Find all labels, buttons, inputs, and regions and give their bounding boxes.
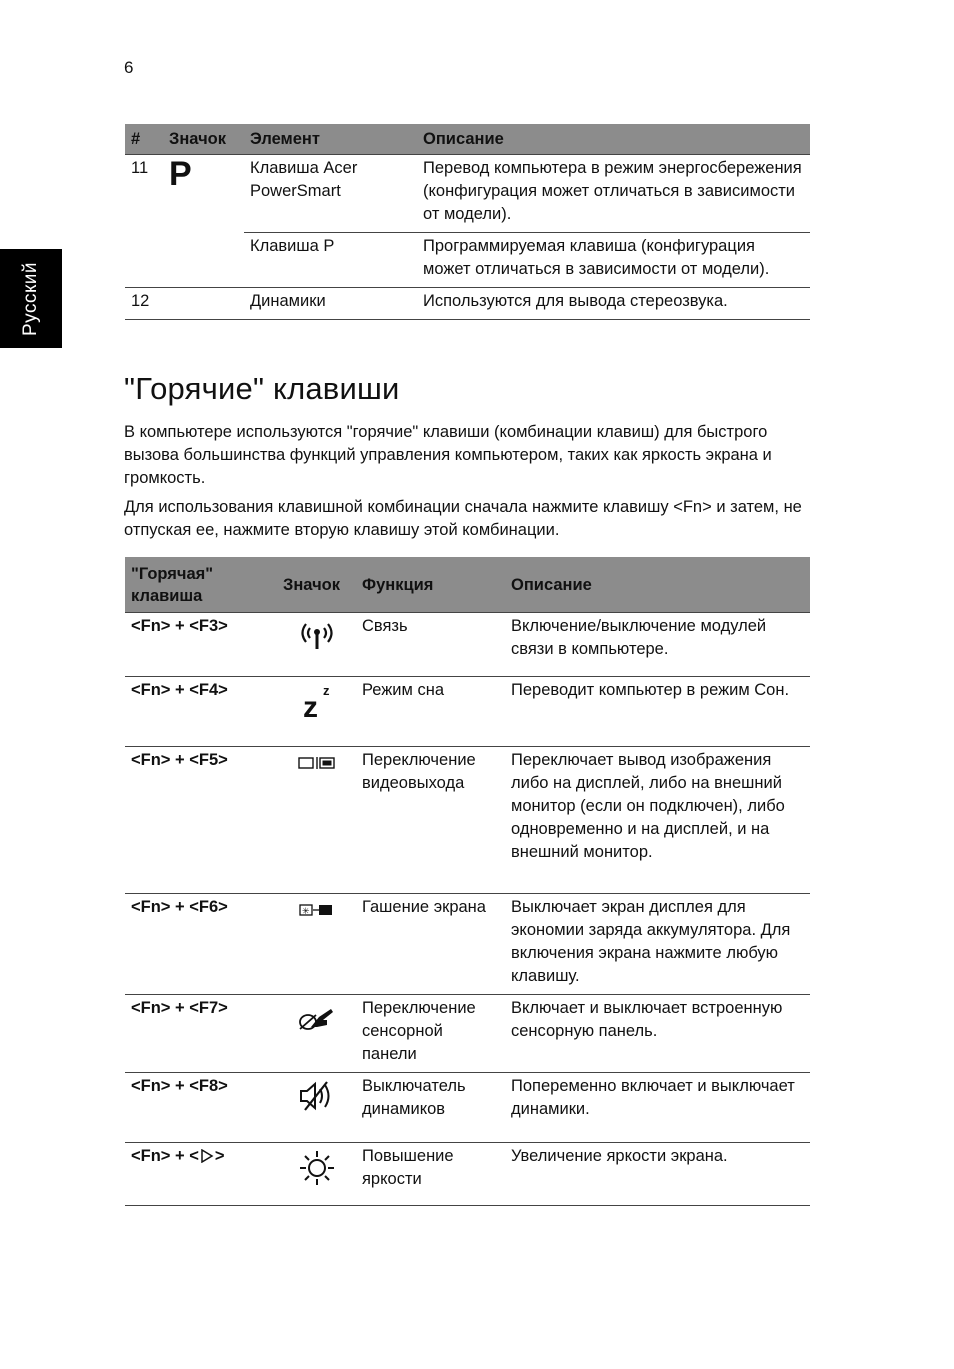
icon-cell: [277, 747, 356, 894]
col-header-description: Описание: [417, 124, 810, 155]
icon-cell: [163, 288, 244, 320]
hotkey-prefix: <Fn> + <: [131, 1147, 199, 1165]
col-header-element: Элемент: [244, 124, 417, 155]
svg-text:z: z: [302, 691, 318, 721]
element-description: Используются для вывода стереозвука.: [417, 288, 810, 320]
screen-blank-icon: [297, 902, 337, 918]
icon-cell: [277, 613, 356, 677]
section-title: "Горячие" клавиши: [124, 371, 400, 406]
hotkey: <Fn> + <F3>: [125, 613, 277, 677]
hotkey-function: Переключение видеовыхода: [356, 747, 505, 894]
hotkey: <Fn> + <F8>: [125, 1073, 277, 1143]
touchpad-toggle-icon: [297, 1005, 337, 1033]
table-row: [125, 995, 810, 1073]
language-side-tab: [0, 249, 62, 348]
element-name: Клавиша Acer PowerSmart: [244, 155, 417, 233]
table-header-row: [125, 557, 810, 613]
svg-text:✳: ✳: [301, 907, 310, 917]
col-header-hotkey: "Горячая" клавиша: [125, 557, 277, 613]
side-tab-label: Русский: [20, 261, 41, 336]
hotkey-description: Переводит компьютер в режим Сон.: [505, 677, 810, 747]
table-row: [125, 155, 810, 233]
hotkey-description: Попеременно включает и выключает динамики.: [505, 1073, 810, 1143]
table-header-row: [125, 124, 810, 155]
table-row: [125, 1073, 810, 1143]
sleep-icon: [299, 681, 335, 721]
intro-paragraph: В компьютере используются "горячие" клавиши (комбинации клавиш) для быстрого вызова большинства функций управления компьютером, таких как яркость экрана и громкость.: [124, 423, 772, 487]
table-row: [125, 677, 810, 747]
col-header-icon: Значок: [163, 124, 244, 155]
hotkey-function: Переключение сенсорной панели: [356, 995, 505, 1073]
table-row: [125, 747, 810, 894]
table-row: [125, 288, 810, 320]
icon-cell: [277, 1073, 356, 1143]
hotkey: <Fn> + <F6>: [125, 894, 277, 995]
hotkey-description: Увеличение яркости экрана.: [505, 1143, 810, 1206]
usage-paragraph: Для использования клавишной комбинации сначала нажмите клавишу <Fn> и затем, не отпуская ее, нажмите вторую клавишу этой комбинации.: [124, 498, 802, 539]
right-arrow-key-icon: [200, 1149, 214, 1163]
hotkey-function: Выключатель динамиков: [356, 1073, 505, 1143]
hotkey-description: Выключает экран дисплея для экономии заряда аккумулятора. Для включения экрана нажмите любую клавишу.: [505, 894, 810, 995]
element-name: Клавиша P: [244, 233, 417, 288]
col-header-number: #: [125, 124, 163, 155]
col-header-description: Описание: [505, 557, 810, 613]
col-header-function: Функция: [356, 557, 505, 613]
icon-cell: [277, 1143, 356, 1206]
hotkey: <Fn> + <F5>: [125, 747, 277, 894]
hotkey-description: Переключает вывод изображения либо на дисплей, либо на внешний монитор (если он подключен), либо одновременно и на дисплей, и на внешний монитор.: [505, 747, 810, 894]
table-row: [125, 1143, 810, 1206]
speaker-mute-icon: [297, 1079, 337, 1113]
element-description: Программируемая клавиша (конфигурация может отличаться в зависимости от модели).: [417, 233, 810, 288]
hotkey-function: Гашение экрана: [356, 894, 505, 995]
page-number: 6: [124, 58, 134, 77]
row-number: 11: [125, 155, 163, 288]
svg-text:z: z: [322, 683, 329, 698]
icon-cell: [277, 894, 356, 995]
icon-cell: [277, 677, 356, 747]
hotkey-function: Связь: [356, 613, 505, 677]
table-row: [125, 894, 810, 995]
display-toggle-icon: [297, 755, 337, 771]
hotkey-function: Повышение яркости: [356, 1143, 505, 1206]
row-number: 12: [125, 288, 163, 320]
icon-cell: [163, 155, 244, 288]
hotkey-description: Включает и выключает встроенную сенсорную панель.: [505, 995, 810, 1073]
powersmart-p-icon: P: [169, 155, 192, 193]
hotkey: <Fn> + <F4>: [125, 677, 277, 747]
element-description: Перевод компьютера в режим энергосбережения (конфигурация может отличаться в зависимости от модели).: [417, 155, 810, 233]
components-table: [125, 124, 810, 320]
hotkey: <Fn> + <F7>: [125, 995, 277, 1073]
table-row: [125, 613, 810, 677]
col-header-icon: Значок: [277, 557, 356, 613]
hotkey: [125, 1143, 277, 1206]
hotkey-suffix: >: [214, 1147, 225, 1165]
brightness-up-icon: [297, 1148, 337, 1188]
hotkeys-table: [125, 557, 810, 1206]
hotkey-function: Режим сна: [356, 677, 505, 747]
wireless-icon: [297, 619, 337, 653]
element-name: Динамики: [244, 288, 417, 320]
hotkey-description: Включение/выключение модулей связи в компьютере.: [505, 613, 810, 677]
icon-cell: [277, 995, 356, 1073]
